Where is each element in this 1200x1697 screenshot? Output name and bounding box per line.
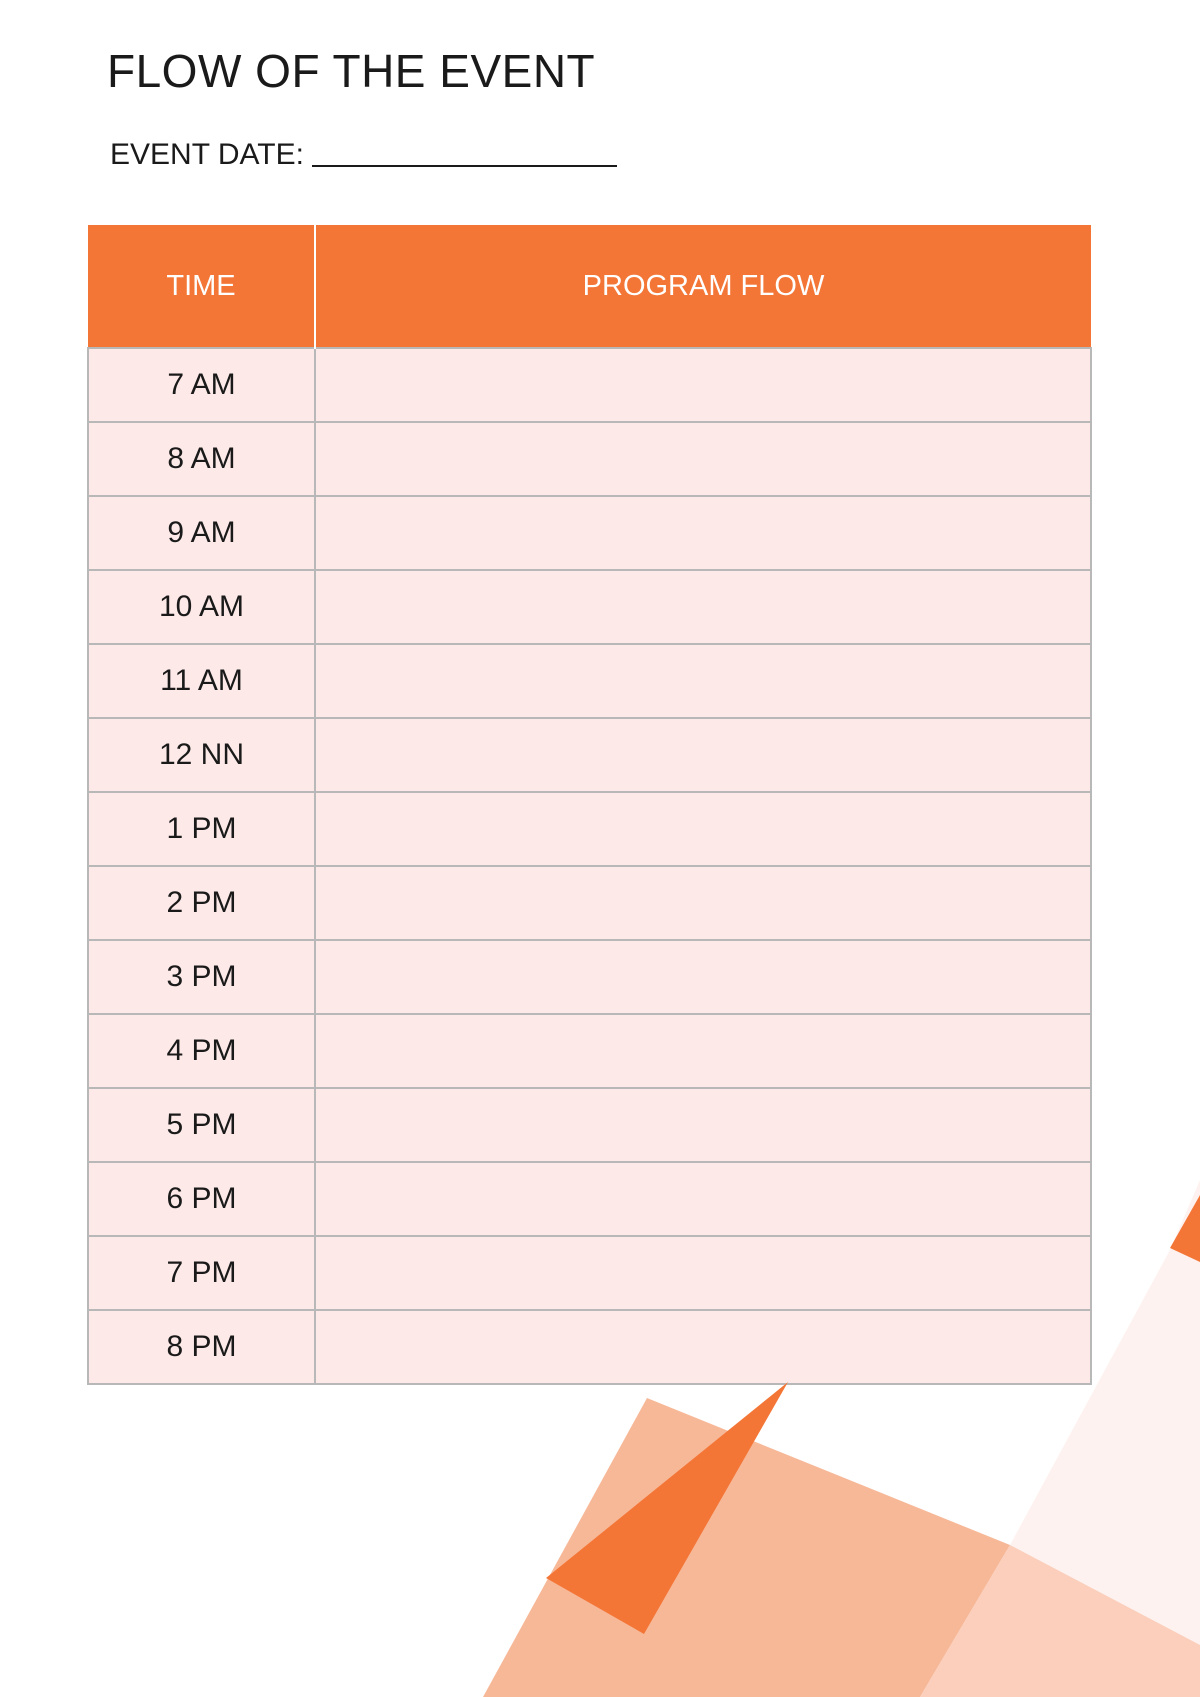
program-flow-cell[interactable] (315, 644, 1091, 718)
table-row (88, 1088, 1091, 1162)
page-title: FLOW OF THE EVENT (107, 45, 596, 97)
time-cell: 12 NN (88, 718, 315, 792)
time-cell: 6 PM (88, 1162, 315, 1236)
table-row (88, 718, 1091, 792)
program-flow-cell[interactable] (315, 792, 1091, 866)
time-cell: 8 PM (88, 1310, 315, 1384)
table-row (88, 496, 1091, 570)
time-cell: 3 PM (88, 940, 315, 1014)
table-row (88, 1162, 1091, 1236)
program-flow-table (87, 225, 1092, 1385)
time-cell: 2 PM (88, 866, 315, 940)
table-row (88, 866, 1091, 940)
time-cell: 7 AM (88, 348, 315, 422)
program-flow-cell[interactable] (315, 1162, 1091, 1236)
program-flow-cell[interactable] (315, 422, 1091, 496)
table-row (88, 1236, 1091, 1310)
time-cell: 5 PM (88, 1088, 315, 1162)
event-date-row (110, 138, 617, 172)
table-row (88, 570, 1091, 644)
program-flow-cell[interactable] (315, 1088, 1091, 1162)
time-column-header: TIME (88, 225, 315, 348)
program-flow-cell[interactable] (315, 1236, 1091, 1310)
event-date-blank-line[interactable] (312, 165, 617, 167)
table-body (88, 348, 1091, 1384)
program-flow-cell[interactable] (315, 1014, 1091, 1088)
table-row (88, 422, 1091, 496)
program-flow-cell[interactable] (315, 718, 1091, 792)
table-row (88, 1310, 1091, 1384)
program-flow-column-header: PROGRAM FLOW (315, 225, 1091, 348)
decor-shape-accent-triangle (546, 1382, 788, 1634)
decor-shape-pale-right (920, 1545, 1200, 1697)
program-flow-cell[interactable] (315, 348, 1091, 422)
time-cell: 4 PM (88, 1014, 315, 1088)
event-date-label: EVENT DATE: (110, 138, 304, 171)
table-row (88, 644, 1091, 718)
decor-shape-light-left (483, 1398, 1010, 1697)
program-flow-cell[interactable] (315, 570, 1091, 644)
table-row (88, 940, 1091, 1014)
table-row (88, 348, 1091, 422)
time-cell: 9 AM (88, 496, 315, 570)
time-cell: 8 AM (88, 422, 315, 496)
time-cell: 1 PM (88, 792, 315, 866)
time-cell: 10 AM (88, 570, 315, 644)
table-header-row (88, 225, 1091, 348)
time-cell: 11 AM (88, 644, 315, 718)
time-cell: 7 PM (88, 1236, 315, 1310)
program-flow-cell[interactable] (315, 1310, 1091, 1384)
table-row (88, 792, 1091, 866)
program-flow-cell[interactable] (315, 496, 1091, 570)
decor-shape-accent-corner (1170, 1195, 1200, 1262)
table-row (88, 1014, 1091, 1088)
program-flow-cell[interactable] (315, 940, 1091, 1014)
program-flow-cell[interactable] (315, 866, 1091, 940)
